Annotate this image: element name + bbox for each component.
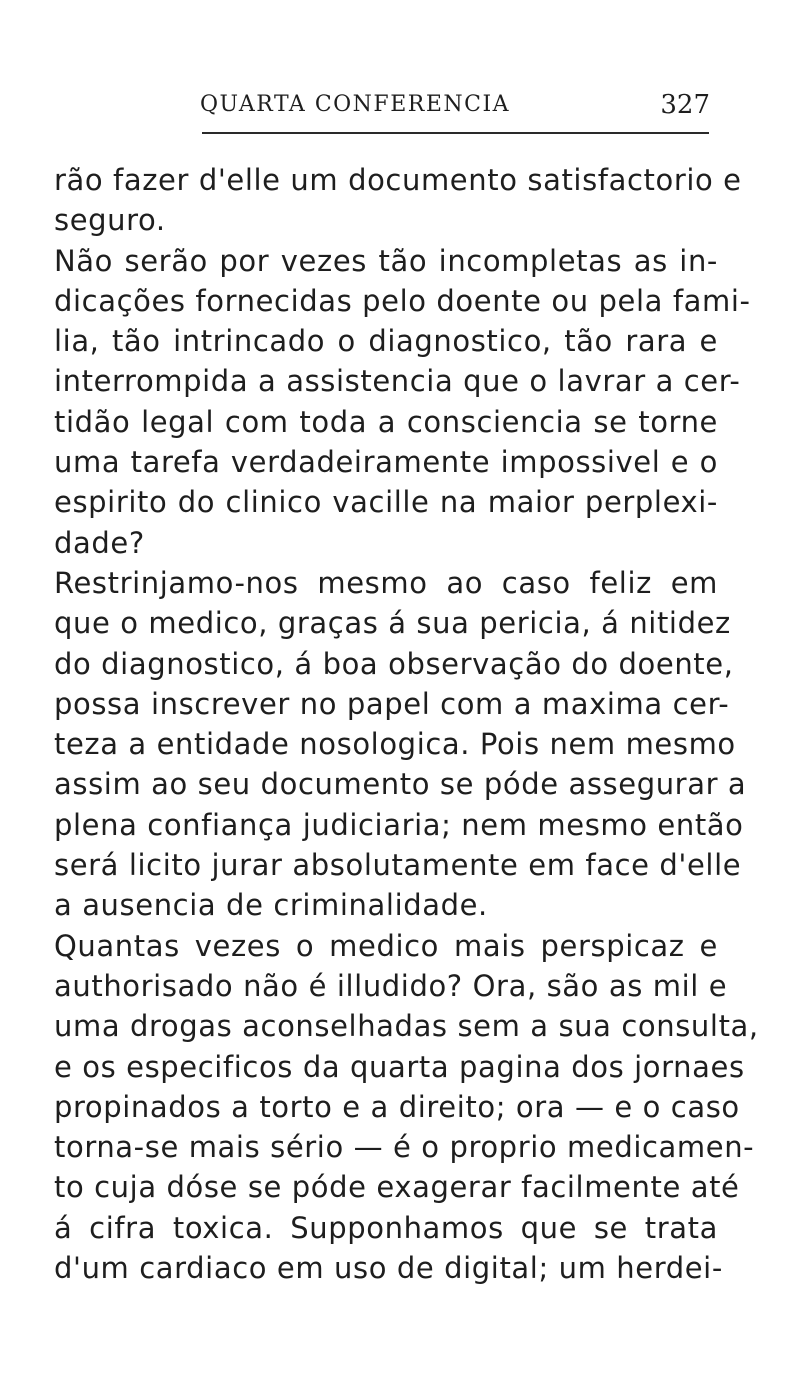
page-header (200, 92, 710, 128)
text-line: do diagnostico, á boa observação do doente, (54, 646, 734, 681)
text-line: a ausencia de criminalidade. (54, 888, 488, 923)
text-line: e os especificos da quarta pagina dos jornaes (54, 1049, 745, 1084)
text-line: lia, tão intrincado o diagnostico, tão rara e (54, 324, 718, 359)
text-line: to cuja dóse se póde exagerar facilmente até (54, 1170, 740, 1205)
text-line: que o medico, graças á sua pericia, á nitidez (54, 606, 731, 641)
text-line: uma tarefa verdadeiramente impossivel e o (54, 445, 718, 480)
text-line: Quantas vezes o medico mais perspicaz e (54, 928, 718, 963)
text-line: propinados a torto e a direito; ora — e o caso (54, 1089, 740, 1124)
text-line: authorisado não é illudido? Ora, são as mil e (54, 968, 728, 1003)
text-line: tidão legal com toda a consciencia se torne (54, 404, 718, 439)
header-rule (202, 132, 709, 134)
page-number: 327 (660, 90, 710, 120)
text-line: seguro. (54, 203, 166, 238)
text-line: uma drogas aconselhadas sem a sua consulta, (54, 1009, 759, 1044)
text-line: possa inscrever no papel com a maxima cer- (54, 686, 730, 721)
text-line: plena confiança judiciaria; nem mesmo então (54, 807, 744, 842)
text-line: será licito jurar absolutamente em face d'elle (54, 848, 742, 883)
text-line: d'um cardiaco em uso de digital; um herdei- (54, 1251, 723, 1286)
text-line: teza a entidade nosologica. Pois nem mesmo (54, 727, 736, 762)
text-line: rão fazer d'elle um documento satisfactorio e (54, 163, 742, 197)
text-line: dicações fornecidas pelo doente ou pela fami- (54, 283, 751, 318)
text-line: Não serão por vezes tão incompletas as in- (54, 243, 718, 278)
text-line: torna-se mais sério — é o proprio medicamen- (54, 1130, 755, 1165)
text-line: assim ao seu documento se póde assegurar a (54, 767, 747, 802)
running-head: QUARTA CONFERENCIA (200, 92, 511, 117)
body-text (54, 160, 759, 1288)
text-line: dade? (54, 525, 145, 560)
text-line: Restrinjamo-nos mesmo ao caso feliz em (54, 565, 718, 600)
text-line: interrompida a assistencia que o lavrar a cer- (54, 364, 741, 399)
text-line: á cifra toxica. Supponhamos que se trata (54, 1210, 718, 1245)
text-line: espirito do clinico vacille na maior perplexi- (54, 485, 718, 520)
